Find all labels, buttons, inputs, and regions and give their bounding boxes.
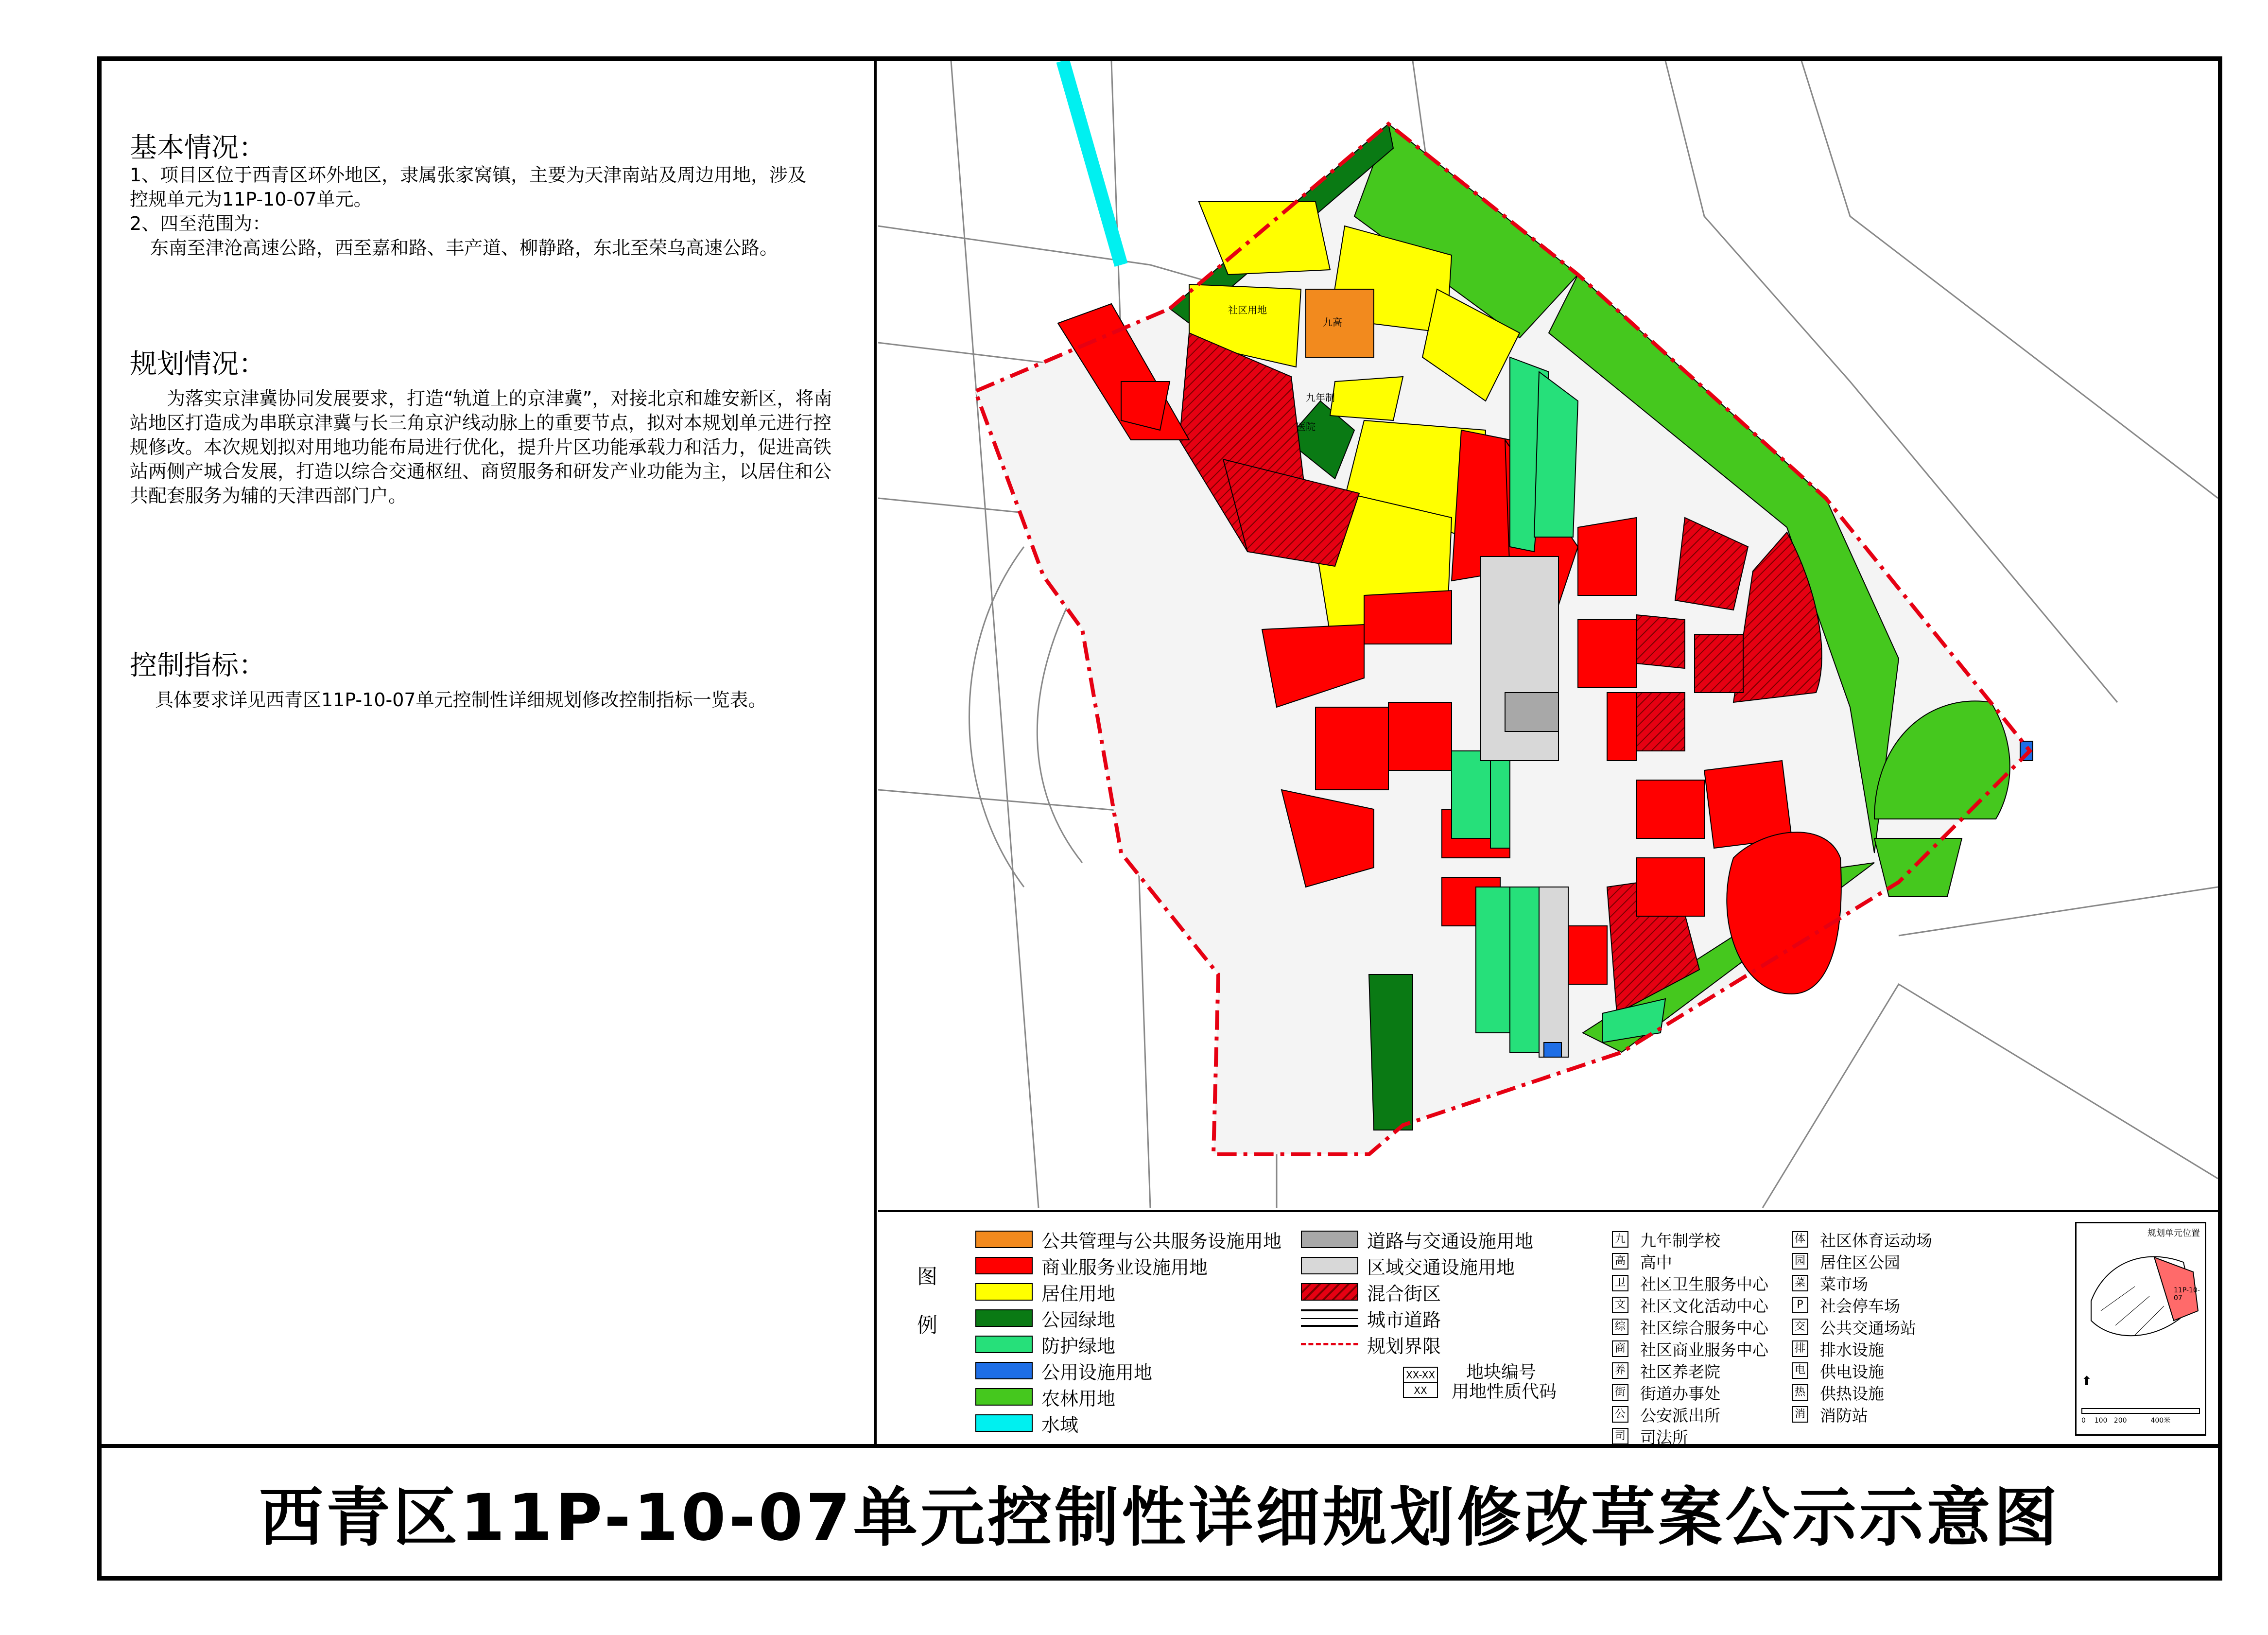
code-label-2: 用地性质代码 — [1452, 1382, 1557, 1402]
legend-swatch — [975, 1283, 1033, 1301]
legend-label: 混合街区 — [1367, 1283, 1441, 1305]
legend-label: 农林用地 — [1041, 1388, 1116, 1409]
facility-icon: 体 — [1792, 1231, 1808, 1248]
map-label-4: 医院 — [1296, 421, 1316, 433]
basic-p1b: 控规单元为11P-10-07单元。 — [130, 189, 372, 210]
inset-unit: 11P-10-07 — [2174, 1287, 2200, 1302]
legend-swatch — [975, 1362, 1033, 1379]
legend — [878, 1210, 2218, 1447]
legend-label: 供热设施 — [1820, 1384, 1884, 1403]
facility-item-a-6 — [1612, 1361, 1720, 1380]
legend-label: 高中 — [1640, 1252, 1672, 1272]
control-text: 具体要求详见西青区11P-10-07单元控制性详细规划修改控制指标一览表。 — [155, 689, 767, 711]
scale-bar — [2081, 1408, 2200, 1414]
facility-item-b-4 — [1792, 1317, 1916, 1337]
map-label-2: 九高 — [1323, 316, 1342, 328]
facility-item-b-0 — [1792, 1230, 1932, 1249]
info-panel — [102, 61, 877, 1444]
inset-title: 规划单元位置 — [2147, 1228, 2200, 1238]
landuse-item-a-0 — [975, 1230, 1282, 1252]
utility-block — [1544, 1043, 1561, 1057]
facility-item-b-3 — [1792, 1295, 1900, 1315]
location-inset — [2075, 1222, 2206, 1436]
legend-label: 社区卫生服务中心 — [1640, 1274, 1768, 1294]
legend-label: 公园绿地 — [1041, 1309, 1116, 1331]
landuse-item-a-7 — [975, 1414, 1079, 1436]
facility-icon: 商 — [1612, 1340, 1628, 1357]
facility-item-b-7 — [1792, 1383, 1884, 1402]
basic-p3: 东南至津沧高速公路，西至嘉和路、丰产道、柳静路，东北至荣乌高速公路。 — [150, 237, 779, 259]
legend-swatch — [975, 1388, 1033, 1406]
basic-p2: 2、四至范围为： — [130, 213, 271, 234]
plot-code-bottom: XX — [1414, 1385, 1427, 1396]
legend-label: 社区综合服务中心 — [1640, 1318, 1768, 1338]
facility-icon: 电 — [1792, 1362, 1808, 1379]
map-label-3: 九年制 — [1306, 392, 1335, 403]
facility-item-a-2 — [1612, 1273, 1768, 1293]
landuse-item-a-3 — [975, 1309, 1116, 1331]
planning-text: 为落实京津冀协同发展要求，打造“轨道上的京津冀”，对接北京和雄安新区，将南站地区打造成为串联京津冀与长三角京沪线动脉上的重要节点，拟对本规划单元进行控规修改。本次规划拟对用地功能布局进行优化，提升片区功能承载力和活力，促进高铁站两侧产城合发展，打造以综合交通枢纽、商贸服务和研发产业功能为主，以居住和公共配套服务为辅的天津西部门户。 — [130, 388, 832, 506]
facility-icon: 公 — [1612, 1406, 1628, 1423]
title-bar — [102, 1444, 2218, 1576]
legend-swatch — [1301, 1283, 1358, 1301]
facility-icon: 街 — [1612, 1384, 1628, 1401]
facility-icon: 卫 — [1612, 1275, 1628, 1291]
legend-label: 水域 — [1041, 1414, 1079, 1436]
landuse-item-b-2 — [1301, 1283, 1441, 1305]
landuse-item-a-2 — [975, 1283, 1116, 1305]
basic-heading: 基本情况： — [130, 132, 266, 164]
legend-label: 公共管理与公共服务设施用地 — [1041, 1230, 1282, 1252]
facility-item-a-9 — [1612, 1426, 1688, 1446]
legend-label: 社区体育运动场 — [1820, 1231, 1932, 1250]
landuse-item-b-3 — [1301, 1309, 1441, 1331]
legend-label: 公共交通场站 — [1820, 1318, 1916, 1338]
map-label-1: 社区用地 — [1228, 304, 1267, 316]
facility-icon: 交 — [1792, 1319, 1808, 1335]
legend-label: 规划界限 — [1367, 1335, 1441, 1357]
facility-item-b-8 — [1792, 1405, 1868, 1424]
facility-icon: 热 — [1792, 1384, 1808, 1401]
legend-label: 社区商业服务中心 — [1640, 1340, 1768, 1359]
landuse-item-b-4 — [1301, 1335, 1441, 1357]
legend-label: 社会停车场 — [1820, 1296, 1900, 1316]
facility-item-a-3 — [1612, 1295, 1768, 1315]
facility-item-b-2 — [1792, 1273, 1868, 1293]
legend-label: 街道办事处 — [1640, 1384, 1720, 1403]
facility-item-b-1 — [1792, 1252, 1900, 1271]
facility-item-b-5 — [1792, 1339, 1884, 1358]
legend-label: 公安派出所 — [1640, 1406, 1720, 1425]
legend-swatch — [1301, 1257, 1358, 1274]
legend-label: 菜市场 — [1820, 1274, 1868, 1294]
landuse-item-b-0 — [1301, 1230, 1534, 1252]
legend-swatch — [975, 1257, 1033, 1274]
facility-item-a-0 — [1612, 1230, 1720, 1249]
code-label-1: 地块编号 — [1466, 1362, 1537, 1382]
facility-icon: 菜 — [1792, 1275, 1808, 1291]
scale-text: 0 100 200 400米 — [2081, 1417, 2171, 1425]
facility-icon: 高 — [1612, 1253, 1628, 1270]
plot-code-top: XX-XX — [1404, 1368, 1437, 1383]
legend-swatch — [975, 1231, 1033, 1248]
plot-code-sample — [1403, 1367, 1438, 1398]
legend-label: 公用设施用地 — [1041, 1361, 1153, 1383]
landuse-item-a-5 — [975, 1361, 1153, 1383]
legend-label: 防护绿地 — [1041, 1335, 1116, 1357]
legend-label: 社区文化活动中心 — [1640, 1296, 1768, 1316]
basic-p1a: 1、项目区位于西青区环外地区，隶属张家窝镇，主要为天津南站及周边用地，涉及 — [130, 164, 807, 186]
control-heading: 控制指标： — [130, 650, 266, 681]
legend-swatch — [975, 1309, 1033, 1327]
legend-label: 九年制学校 — [1640, 1231, 1720, 1250]
facility-item-a-7 — [1612, 1383, 1720, 1402]
facility-item-a-1 — [1612, 1252, 1672, 1271]
legend-title-b: 例 — [917, 1313, 938, 1337]
facility-icon: 文 — [1612, 1297, 1628, 1313]
legend-swatch — [975, 1336, 1033, 1353]
legend-label: 司法所 — [1640, 1427, 1688, 1447]
legend-label: 居住用地 — [1041, 1283, 1116, 1305]
facility-icon: 综 — [1612, 1319, 1628, 1335]
legend-swatch — [1301, 1309, 1358, 1327]
landuse-item-a-6 — [975, 1388, 1116, 1409]
facility-icon: 排 — [1792, 1340, 1808, 1357]
legend-label: 社区养老院 — [1640, 1362, 1720, 1381]
legend-label: 居住区公园 — [1820, 1252, 1900, 1272]
legend-label: 排水设施 — [1820, 1340, 1884, 1359]
facility-icon: 九 — [1612, 1231, 1628, 1248]
legend-swatch — [1301, 1336, 1358, 1353]
legend-swatch — [1301, 1231, 1358, 1248]
legend-title-a: 图 — [917, 1265, 938, 1288]
landuse-item-a-1 — [975, 1256, 1208, 1278]
facility-item-b-6 — [1792, 1361, 1884, 1380]
legend-label: 商业服务业设施用地 — [1041, 1256, 1208, 1278]
facility-icon: 养 — [1612, 1362, 1628, 1379]
facility-item-a-8 — [1612, 1405, 1720, 1424]
facility-icon: P — [1792, 1297, 1808, 1313]
legend-label: 供电设施 — [1820, 1362, 1884, 1381]
legend-code-item — [1403, 1362, 1557, 1402]
legend-label: 城市道路 — [1367, 1309, 1441, 1331]
facility-item-a-4 — [1612, 1317, 1768, 1337]
planning-heading: 规划情况： — [130, 348, 266, 380]
legend-label: 道路与交通设施用地 — [1367, 1230, 1534, 1252]
legend-swatch — [975, 1414, 1033, 1432]
facility-item-a-5 — [1612, 1339, 1768, 1358]
landuse-item-a-4 — [975, 1335, 1116, 1357]
north-arrow-icon: ⬆ — [2081, 1374, 2092, 1389]
legend-label: 区域交通设施用地 — [1367, 1256, 1515, 1278]
page-title: 西青区11P-10-07单元控制性详细规划修改草案公示示意图 — [259, 1480, 2061, 1555]
landuse-item-b-1 — [1301, 1256, 1515, 1278]
facility-icon: 司 — [1612, 1428, 1628, 1444]
facility-icon: 消 — [1792, 1406, 1808, 1423]
facility-icon: 园 — [1792, 1253, 1808, 1270]
legend-label: 消防站 — [1820, 1406, 1868, 1425]
park-south-west — [1369, 974, 1413, 1130]
